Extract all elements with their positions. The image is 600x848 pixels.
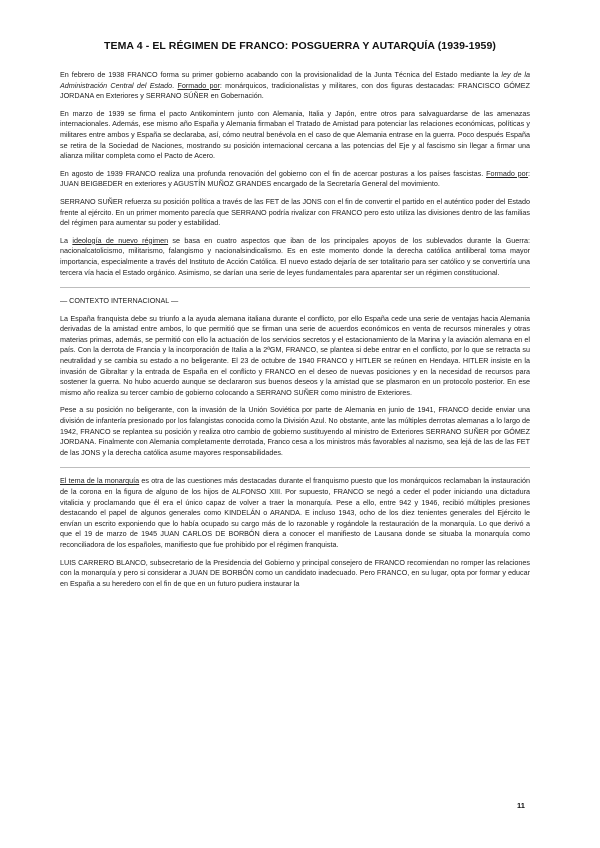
- paragraph-4: SERRANO SUÑER refuerza su posición política a través de las FET de las JONS con el fin de convertir el partido en el auténtico poder del Estado frente al ejército. En un primer momento parecía que SERRANO podría rivalizar con FRANCO pero esto utiliza las divisiones dentro de las familias del régimen para aumentar su poder y estabilidad.: [60, 196, 530, 228]
- p5-ideology-heading: ideología de nuevo régimen: [72, 235, 169, 245]
- paragraph-2: En marzo de 1939 se firma el pacto Antikomintern junto con Alemania, Italia y Japón, entre otros para salvaguardarse de las amenazas internacionales. Además, ese mismo año España y Alemania firmaban el Tratado de Amistad para potenciar las relaciones económicas, políticas y militares entre ambos y España se declaraba, así, cómo neutral benévola en el caso de que Alemania entrase en la guerra. Poco después España se retira de la Sociedad de Naciones, mostrando su posición internacional cercana a las potencias del Eje y al fascismo sin llegar a firmar una alianza militar completa como el Pacto de Acero.: [60, 108, 530, 161]
- p1-law-name: ley de la Administración Central del Estado: [60, 70, 530, 90]
- paragraph-3: [60, 169, 530, 190]
- paragraph-8: [60, 476, 530, 550]
- section-divider-2: [60, 467, 530, 468]
- paragraph-7: Pese a su posición no beligerante, con la invasión de la Unión Soviética por parte de Alemania en junio de 1941, FRANCO decide enviar una división de infantería presionado por los falangistas conocida como la División Azul. No obstante, ante las múltiples derrotas alemanas a lo largo de 1942, FRANCO se replantea su posición y realiza otro cambio de gobierno sustituyendo al ministro de Exteriores SERRANO SUÑER por GÓMEZ JORDANA. Finalmente con Alemania completamente derrotada, Franco cesa a los ministros más favorables al nazismo, sea lejá de las de las FET de las JONS y la derecha católica asume mayores responsabilidades.: [60, 405, 530, 457]
- p1-text-a: En febrero de 1938 FRANCO forma su primer gobierno acabando con la provisionalidad de la Junta Técnica del Estado mediante la: [60, 70, 502, 79]
- p1-text-e: : monárquicos, tradicionalistas y militares, con dos figuras destacadas: FRANCISCO GÓMEZ JORDANA en Exteriores y SERRANO SÚÑER en Gobernación.: [60, 80, 530, 101]
- page-number: 11: [517, 801, 525, 810]
- p1-text-c: .: [172, 80, 178, 90]
- page-title: TEMA 4 - EL RÉGIMEN DE FRANCO: POSGUERRA Y AUTARQUÍA (1939-1959): [103, 40, 497, 52]
- p3-formado-por: Formado por: [486, 168, 528, 178]
- p3-text-c: : JUAN BEIGBEDER en exteriores y AGUSTÍN MUÑOZ GRANDES encargado de la Secretaría General del movimiento.: [60, 168, 530, 189]
- p1-formado-por: Formado por: [177, 80, 220, 90]
- p5-text-a: La: [60, 235, 73, 245]
- document-body: [60, 70, 530, 596]
- p8-text-b: es otra de las cuestiones más destacadas durante el franquismo puesto que los monárquicos reclamaban la instauración de la corona en la figura de alguno de los hijos de ALFONSO XIII. Por supuesto, FRANCO se negó a ceder el poder iniciando una dictadura vitalicia y proclamando que él era el único capaz de volver a traer la monarquía. Pese a ello, entre 942 y 1946, recibió múltiples presiones destacando el papel de algunos generales como KINDELÁN o ARANDA. E incluso 1943, ocho de los diez tenientes generales del Ejército le envían un escrito exponiendo que lo había ocupado su cargo más de lo razonable y rogándole la restauración de la monarquía. Lo que derivó a que el 19 de marzo de 1945 JUAN CARLOS DE BORBÓN diera a conocer el manifiesto de Lausana donde se situaba la monarquía como reconciliadora de los españoles, manifiesto que fue prohibido por el régimen franquista.: [60, 476, 530, 549]
- p3-text-a: En agosto de 1939 FRANCO realiza una profunda renovación del gobierno con el fin de acercar posturas a los países fascistas.: [60, 168, 487, 178]
- section-divider: [60, 287, 530, 288]
- p8-monarchy-heading: El tema de la monarquía: [60, 476, 140, 486]
- paragraph-1: [60, 70, 530, 102]
- paragraph-5: [60, 236, 530, 278]
- p5-text-c: se basa en cuatro aspectos que iban de los principales apoyos de los sublevados durante la Guerra: nacionalcatolicismo, militarismo, falangismo y nacionalsindicalismo. Es en este momento donde la derecha católica antiliberal toma mayor importancia, especialmente a través del Instituto de Acción Católica. El nuevo estado dejaría de ser totalitario para ser católico y se convertiría una tercera vía hacia el Estado orgánico. Asimismo, se darían una serie de leyes fundamentales para aparentar ser un régimen constitucional.: [60, 235, 530, 277]
- section-heading: — CONTEXTO INTERNACIONAL —: [60, 296, 179, 306]
- paragraph-6: La España franquista debe su triunfo a la ayuda alemana italiana durante el conflicto, por ello España cede una serie de ventajas hacia Alemania derivadas de la amistad entre ambos, lo que permitió que se firman una serie de acuerdos económicos en venta de recursos minerales y otras materias primas, además, se permitió con ello la actuación de los servicios secretos y el estacionamiento de la Marina y la aviación alemana en el país. Con la derrota de Francia y la incorporación de Italia a la 2ªGM, FRANCO, se plantea si debe entrar en el conflicto, por lo que se retracta su neutralidad y se cambia su estado a no beligerante. El 23 de octubre de 1940 FRANCO y HITLER se reúnen en Hendaya. HITLER insiste en la invasión de Gibraltar y la entrada de España en el conflicto y FRANCO en el deseo de nuevas posiciones y en la necesidad de recursos para sostener la guerra. No hubo acuerdo aunque se declararon sus buenos deseos y la amistad que se plasmaron en un protocolo posterior. En ese mismo año realiza su tercer cambio de gobierno colocando a SERRANO SUÑER como ministro de Exteriores.: [60, 313, 530, 397]
- paragraph-9: LUIS CARRERO BLANCO, subsecretario de la Presidencia del Gobierno y principal consejero de FRANCO recomiendan no romper las relaciones con la monarquía y pero si considerar a JUAN DE BORBÓN como un candidato inadecuado. Pero FRANCO, en su lugar, opta por formar y educar en España a su heredero con el fin de que en un futuro pudiera instaurar la: [60, 557, 530, 588]
